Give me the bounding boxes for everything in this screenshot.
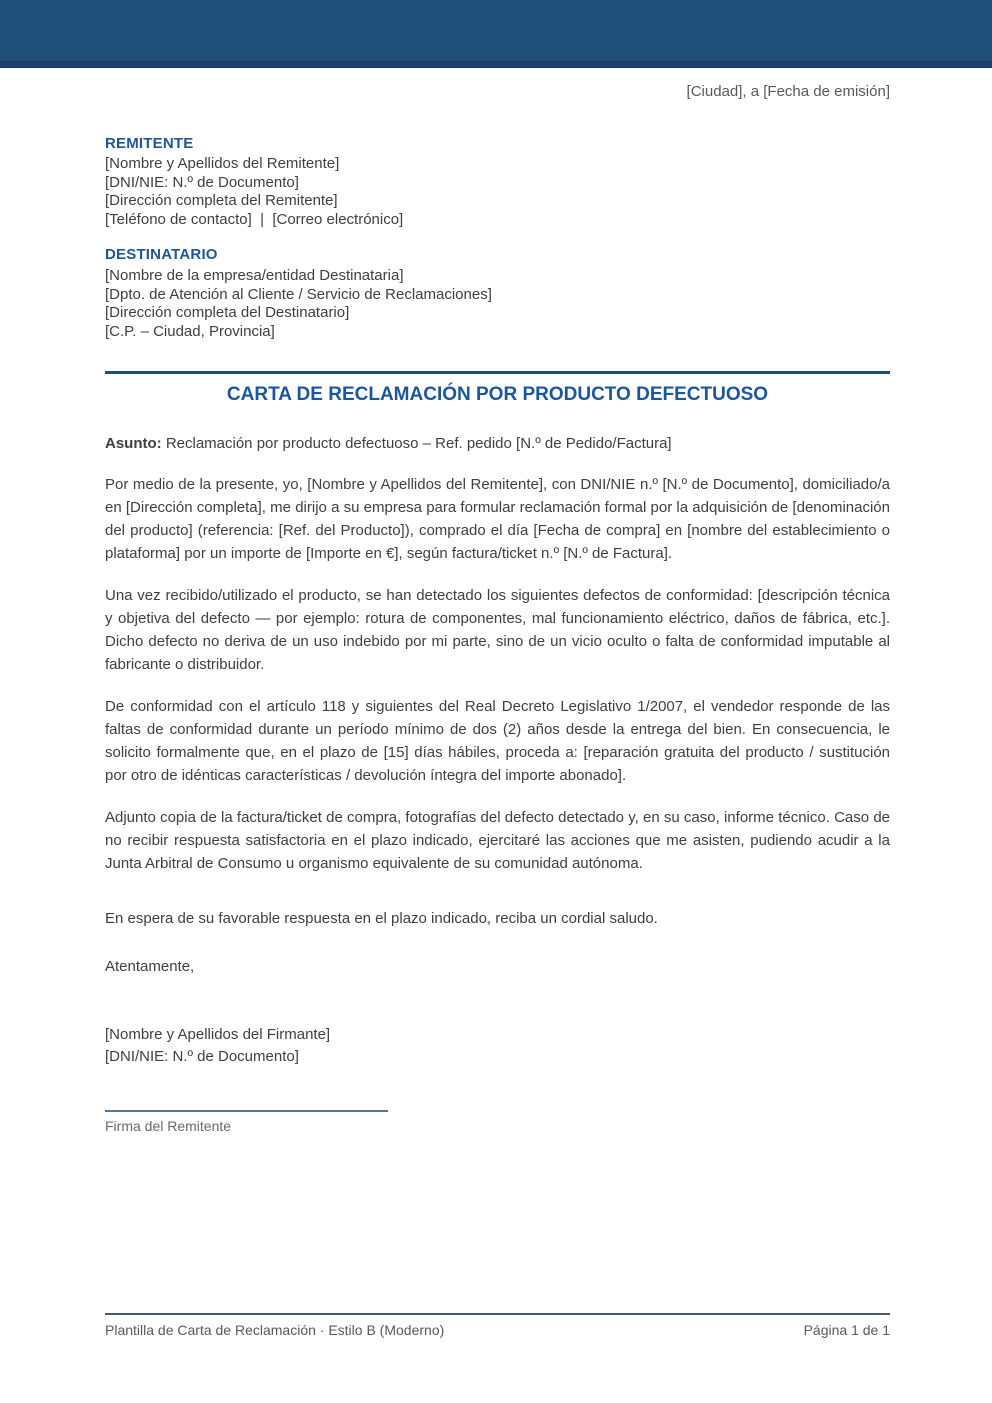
signer-id-line: [DNI/NIE: N.º de Documento] — [105, 1047, 299, 1065]
letter-content — [105, 68, 890, 1135]
header-bar — [0, 0, 992, 68]
footer-row — [105, 1322, 890, 1338]
city-date-line: [Ciudad], a [Fecha de emisión] — [686, 83, 890, 100]
page-footer — [105, 1313, 890, 1338]
title-divider-rule — [105, 371, 890, 374]
closing-line: En espera de su favorable respuesta en el plazo indicado, reciba un cordial saludo. — [105, 909, 658, 927]
footer-divider-rule — [105, 1313, 890, 1315]
paragraph-legal-basis: De conformidad con el artículo 118 y siguientes del Real Decreto Legislativo 1/2007, el vendedor responde de las faltas de conformidad durante un período mínimo de dos (2) años desde la entrega del bien. En consecuencia, le solicito formalmente que, en el plazo de [15] días hábiles, proceda a: [reparación gratuita del producto / sustitución por otro de idénticas características / devolución íntegra del importe abonado]. — [105, 697, 890, 784]
subject-label: Asunto: — [105, 434, 162, 452]
signature-caption: Firma del Remitente — [105, 1117, 232, 1134]
recipient-city-line: [C.P. – Ciudad, Provincia] — [105, 322, 275, 340]
subject-line — [105, 433, 890, 454]
paragraph-defect-description: Una vez recibido/utilizado el producto, se han detectado los siguientes defectos de conformidad: [descripción técnica y objetiva del defecto — por ejemplo: rotura de componentes, mal funcionamiento eléctrico, daños de fábrica, etc.]. Dicho defecto no deriva de un uso indebido por mi parte, sino de un vicio oculto o falta de conformidad imputable al fabricante o distribuidor. — [105, 586, 890, 673]
sender-contact-line: [Teléfono de contacto] | [Correo electrónico] — [105, 210, 404, 228]
recipient-company-line: [Nombre de la empresa/entidad Destinataria] — [105, 267, 404, 284]
signer-name-line: [Nombre y Apellidos del Firmante] — [105, 1025, 331, 1043]
recipient-address-block — [105, 267, 890, 341]
valediction: Atentamente, — [105, 957, 195, 975]
signature-block — [105, 1024, 890, 1135]
sender-heading: REMITENTE — [105, 134, 194, 152]
recipient-address-line: [Dirección completa del Destinatario] — [105, 304, 350, 321]
sender-address-line: [Dirección completa del Remitente] — [105, 192, 338, 210]
signature-rule — [105, 1110, 388, 1112]
document-title: CARTA DE RECLAMACIÓN POR PRODUCTO DEFECTUOSO — [226, 384, 769, 405]
recipient-department-line: [Dpto. de Atención al Cliente / Servicio de Reclamaciones] — [105, 285, 492, 303]
sender-name-line: [Nombre y Apellidos del Remitente] — [105, 155, 340, 173]
footer-page-number: Página 1 de 1 — [803, 1322, 890, 1338]
recipient-heading: DESTINATARIO — [105, 246, 218, 264]
header-bar-accent-stripe — [0, 61, 992, 67]
paragraph-attachments: Adjunto copia de la factura/ticket de compra, fotografías del defecto detectado y, en su caso, informe técnico. Caso de no recibir respuesta satisfactoria en el plazo indicado, ejercitaré las acciones que me asisten, pudiendo acudir a la Junta Arbitral de Consumo u organismo equivalente de su comunidad autónoma. — [105, 808, 890, 872]
footer-template-label: Plantilla de Carta de Reclamación · Estilo B (Moderno) — [105, 1322, 445, 1338]
sender-address-block — [105, 155, 890, 229]
paragraph-introduction: Por medio de la presente, yo, [Nombre y Apellidos del Remitente], con DNI/NIE n.º [N.º de Documento], domiciliado/a en [Dirección completa], me dirijo a su empresa para formular reclamación formal por la adquisición de [denominación del producto] (referencia: [Ref. del Producto]), comprado el día [Fecha de compra] en [nombre del establecimiento o plataforma] por un importe de [Importe en €], según factura/ticket n.º [N.º de Factura]. — [105, 475, 890, 562]
subject-text: Reclamación por producto defectuoso – Ref. pedido [N.º de Pedido/Factura] — [161, 434, 672, 452]
sender-id-line: [DNI/NIE: N.º de Documento] — [105, 173, 299, 191]
